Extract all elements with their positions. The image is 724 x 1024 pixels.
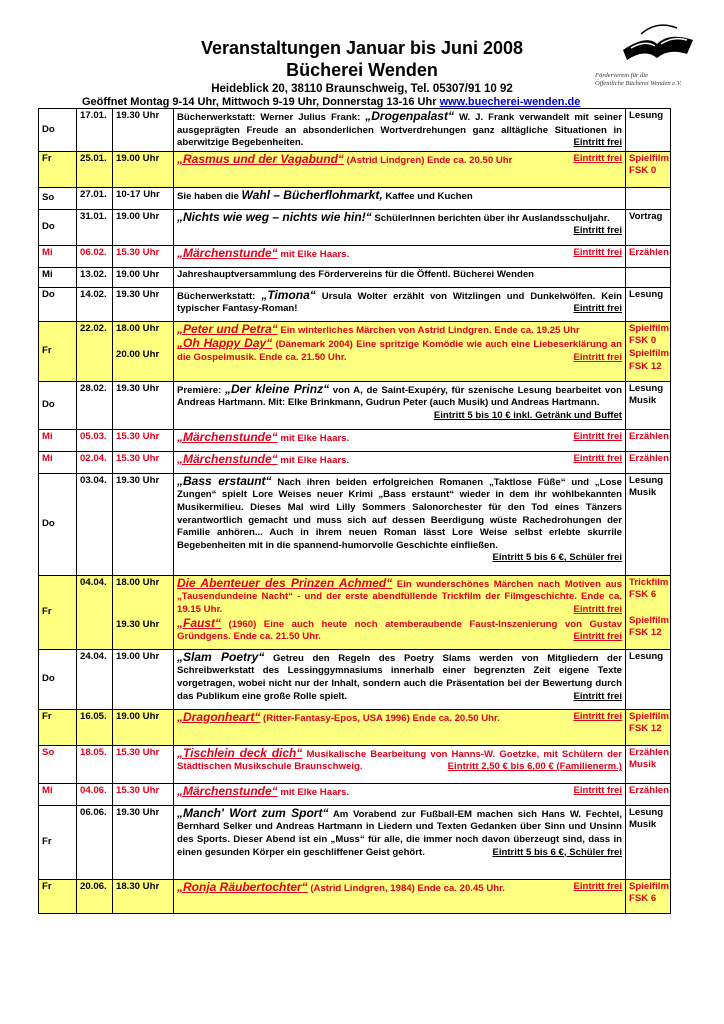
event-date: 31.01. [77,209,113,245]
event-text: (Astrid Lindgren, 1984) Ende ca. 20.45 Uhr. [307,882,505,894]
event-admission: Eintritt frei [573,784,622,796]
event-date: 27.01. [77,187,113,209]
page-subtitle: Bücherei Wenden [286,60,438,80]
event-text: (Ritter-Fantasy-Epos, USA 1996) Ende ca. 20.50 Uhr. [260,712,500,724]
event-title: „Der kleine Prinz“ [224,381,330,396]
event-admission: Eintritt frei [573,631,622,643]
event-time [113,267,174,287]
event-time [113,473,174,575]
event-row [39,245,671,267]
event-admission: Eintritt frei [573,710,622,722]
event-category [626,151,671,187]
event-category [626,381,671,429]
event-row [39,429,671,451]
event-category-line: Trickfilm [629,576,669,588]
event-title: „Manch' Wort zum Sport“ [177,805,329,820]
event-time-value: 19.00 Uhr [116,210,160,222]
event-category-line: Musik [629,819,657,831]
event-title: „Nichts wie weg – nichts wie hin!“ [177,209,372,224]
event-time-value: 19.30 Uhr [116,110,160,121]
event-text: Ursula Wolter erzählt von Witzlingen und Dunkelwölfen. Kein typischer Fantasy-Roman! [177,290,622,315]
event-weekday: Mi [39,783,77,805]
event-category-line: Lesung [629,110,664,121]
website-link[interactable]: www.buecherei-wenden.de [439,96,581,108]
event-admission: Eintritt frei [573,225,622,237]
events-table [38,108,671,914]
event-category-line: Spielfilm [629,880,669,892]
event-time [113,745,174,783]
event-time [113,381,174,429]
event-category-line: Musik [629,395,657,407]
event-category-line: Vortrag [629,210,663,222]
event-row [39,709,671,745]
book-icon [617,20,697,64]
event-text: mit Elke Haars. [277,432,350,444]
event-title: „Dragonheart“ [177,709,261,724]
event-row [39,649,671,709]
event-text: Nach ihren beiden erfolgreichen Romanen „Taktlose Füße“ und „Lose Zungen“ spielt Lore Weises neuer Krimi „Bass erstaunt“ wieder in dem ihr wohlbekannten Musikermilieu. Dieses Mal wird Lilly Sommers Salonorchester für den Tod eines Tänzers verantwortlich gemacht und muss sich auf dessen Beerdigung wüste Rachedrohungen der Familie anhören... Auch in ihrem neuen Roman lässt Lore Weise selbst erlebte skurrile Begebenheiten mit in die spannend-humorvolle Geschichte einfließen. [177,476,622,551]
event-time [113,109,174,152]
event-admission: Eintritt frei [573,690,622,702]
event-description [174,321,626,381]
event-title: „Märchenstunde“ [177,429,278,444]
event-time-value: 15.30 Uhr [116,246,160,258]
address: Heideblick 20, 38110 Braunschweig, Tel. 05307/91 10 92 [211,83,513,95]
event-time [113,209,174,245]
event-time-value: 19.30 Uhr [116,288,160,300]
event-row [39,321,671,381]
event-admission: Eintritt 2,50 € bis 6,00 € (Familienerm.) [447,761,622,773]
event-title: „Faust“ [177,615,222,630]
event-description [174,451,626,473]
event-title: „Oh Happy Day“ [177,336,273,351]
event-category [626,649,671,709]
event-category-line: Lesung [629,474,664,486]
event-time-value: 19.00 Uhr [116,268,160,280]
event-time-value: 19.00 Uhr [116,152,160,164]
event-category [626,879,671,913]
event-category-line [629,602,667,615]
event-time-value: 19.30 Uhr [116,474,160,486]
event-date: 18.05. [77,745,113,783]
event-text: (1960) Eine auch heute noch atemberaubende Faust-Inszenierung von Gustav Gründgens. Ende ca. 21.50 Uhr. [177,618,622,643]
event-admission: Eintritt frei [573,303,622,315]
event-date: 14.02. [77,287,113,321]
event-time [113,575,174,649]
event-description [174,287,626,321]
event-weekday: Mi [39,267,77,287]
event-weekday: Do [39,287,77,321]
event-row [39,287,671,321]
event-weekday: So [39,745,77,783]
event-date: 16.05. [77,709,113,745]
event-category [626,287,671,321]
event-category [626,745,671,783]
event-date: 22.02. [77,321,113,381]
event-admission: Eintritt frei [573,351,622,363]
event-category-line: Lesung [629,650,664,662]
event-description [174,267,626,287]
event-category [626,245,671,267]
event-category-line: Spielfilm [629,322,669,334]
event-time [113,321,174,381]
event-time [113,783,174,805]
event-category-line: Lesung [629,382,664,394]
event-category-line: FSK 12 [629,360,662,372]
event-description [174,187,626,209]
logo: Förderverein für die Öffentliche Bücherei Wenden e.V. [595,20,705,90]
event-time-value: 15.30 Uhr [116,746,160,758]
event-time-value: 19.30 Uhr [116,382,160,394]
event-category [626,575,671,649]
event-date: 13.02. [77,267,113,287]
event-weekday: Do [39,381,77,429]
event-time [113,429,174,451]
event-category-line: FSK 12 [629,627,662,639]
event-weekday: Mi [39,429,77,451]
event-category [626,109,671,152]
event-admission: Eintritt frei [573,430,622,442]
event-time-value: 18.30 Uhr [116,880,160,892]
event-admission: Eintritt frei [573,246,622,258]
event-title: Die Abenteuer des Prinzen Achmed“ [177,575,393,590]
event-weekday: Do [39,649,77,709]
event-time-value: 19.00 Uhr [116,650,160,662]
event-description [174,473,626,575]
event-description [174,429,626,451]
event-row [39,451,671,473]
event-category-line: Spielfilm [629,614,669,626]
event-category-line: Spielfilm [629,710,669,722]
event-category [626,473,671,575]
event-description [174,109,626,152]
event-time [113,451,174,473]
event-intro: Bücherwerkstatt: Werner Julius Frank: [177,112,366,123]
event-category-line: Erzählen [629,784,669,796]
event-weekday: Fr [39,321,77,381]
event-time [113,709,174,745]
event-weekday: Do [39,109,77,152]
event-admission: Eintritt frei [573,452,622,464]
event-row [39,805,671,879]
event-admission: Eintritt frei [573,137,622,149]
event-time [113,649,174,709]
event-date: 28.02. [77,381,113,429]
event-category-line: FSK 6 [629,589,657,601]
event-description [174,783,626,805]
event-description [174,245,626,267]
event-time-value: 10-17 Uhr [116,188,160,200]
event-text: (Astrid Lindgren) Ende ca. 20.50 Uhr [343,154,513,166]
event-category [626,709,671,745]
event-category-line: Erzählen [629,746,669,758]
event-row [39,381,671,429]
event-category [626,209,671,245]
event-category-line: FSK 0 [629,165,657,177]
event-date: 17.01. [77,109,113,152]
event-row [39,575,671,649]
event-category-line: FSK 12 [629,723,662,735]
event-time-value: 15.30 Uhr [116,452,160,464]
event-text: von A, de Saint-Exupéry, für szenische Lesung bearbeitet von Andreas Hartmann. Mit: Elke Brinkmann, Gudrun Peter (auch Musik) und Andreas Hartmann. [177,384,622,409]
event-text: mit Elke Haars. [277,454,350,466]
event-date: 05.03. [77,429,113,451]
event-title: „Märchenstunde“ [177,783,278,798]
event-text: W. J. Frank verwandelt mit seiner ausgeprägten Freude an absonderlichen Wortverdrehungen ganz alltägliche Situationen in aberwitzige Begebenheiten. [177,112,622,149]
event-row [39,783,671,805]
event-text: mit Elke Haars. [277,248,350,260]
event-text: Ein winterliches Märchen von Astrid Lindgren. Ende ca. 19.25 Uhr [277,324,580,336]
event-category-line: Lesung [629,288,664,300]
event-row [39,109,671,152]
event-category-line: Musik [629,487,657,499]
event-title: „Bass erstaunt“ [177,473,272,488]
event-text: Getreu den Regeln des Poetry Slams werden von Mitgliedern der Schreibwerkstatt des Lessinggymnasiums innerhalb einer begrenzten Zeit eigene Texte vorgetragen, wobei nicht nur der Inhalt, sondern auch die Präsentation bei der Bewertung durch das Publikum eine große Rolle spielt. [177,652,622,702]
event-time-value-2: 20.00 Uhr [116,349,160,361]
event-time [113,245,174,267]
event-time-value: 15.30 Uhr [116,430,160,442]
event-title: „Slam Poetry“ [177,649,265,664]
event-title: Wahl – Bücherflohmarkt, [241,187,383,202]
event-time-value: 19.00 Uhr [116,710,160,722]
event-text: Kaffee und Kuchen [382,190,473,202]
event-weekday: Fr [39,575,77,649]
event-weekday: So [39,187,77,209]
event-description [174,879,626,913]
event-title: „Märchenstunde“ [177,451,278,466]
event-title: „Ronja Räubertochter“ [177,879,308,894]
event-description [174,151,626,187]
event-row [39,879,671,913]
event-time [113,151,174,187]
event-category [626,187,671,209]
event-row [39,209,671,245]
event-date: 04.06. [77,783,113,805]
event-category [626,451,671,473]
event-admission: Eintritt 5 bis 10 € inkl. Getränk und Buffet [433,409,622,421]
event-admission: Eintritt frei [573,880,622,892]
event-category-line [629,189,667,202]
event-text: Ein wunderschönes Märchen nach Motiven aus „Tausendundeine Nacht“ - und der erste abendfüllende Trickfilm der Filmgeschichte. Ende ca. 19.15 Uhr. [177,578,622,615]
event-category [626,267,671,287]
event-weekday: Do [39,209,77,245]
event-description [174,649,626,709]
event-admission: Eintritt 5 bis 6 €, Schüler frei [492,552,622,564]
event-category-line: FSK 0 [629,335,657,347]
event-weekday: Fr [39,879,77,913]
event-weekday: Fr [39,709,77,745]
event-title: „Märchenstunde“ [177,245,278,260]
event-text: mit Elke Haars. [277,786,350,798]
event-title: „Tischlein deck dich“ [177,745,303,760]
event-row [39,745,671,783]
event-weekday: Do [39,473,77,575]
opening-hours: Geöffnet Montag 9-14 Uhr, Mittwoch 9-19 Uhr, Donnerstag 13-16 Uhr www.buecherei-wenden.de [82,96,581,108]
event-time-value-2: 19.30 Uhr [116,619,160,631]
event-row [39,473,671,575]
event-date: 06.06. [77,805,113,879]
event-date: 20.06. [77,879,113,913]
event-time [113,187,174,209]
event-date: 02.04. [77,451,113,473]
event-intro: Sie haben die [177,190,242,202]
event-title: „Rasmus und der Vagabund“ [177,151,344,166]
event-category [626,321,671,381]
event-date: 25.01. [77,151,113,187]
event-category-line: Erzählen [629,430,669,442]
event-time-value: 18.00 Uhr [116,576,160,588]
event-description [174,209,626,245]
event-time-value: 18.00 Uhr [116,322,160,334]
event-time [113,879,174,913]
event-description [174,575,626,649]
event-weekday: Mi [39,245,77,267]
event-time-value: 15.30 Uhr [116,784,160,796]
event-row [39,267,671,287]
event-category [626,783,671,805]
event-admission: Eintritt frei [573,603,622,615]
event-description [174,805,626,879]
event-description [174,709,626,745]
event-description [174,745,626,783]
event-intro: Première: [177,384,225,396]
event-weekday: Mi [39,451,77,473]
event-category-line: Spielfilm [629,347,669,359]
event-time [113,805,174,879]
event-category-line: Spielfilm [629,152,669,164]
event-time [113,287,174,321]
event-title: „Peter und Petra“ [177,321,278,336]
event-admission: Eintritt frei [573,152,622,164]
page-title: Veranstaltungen Januar bis Juni 2008 [200,38,524,58]
event-weekday: Fr [39,805,77,879]
event-category-line: Erzählen [629,246,669,258]
event-text: Am Vorabend zur Fußball-EM machen sich Hans W. Fechtel, Bernhard Selker und Andreas Hartmann in Liedern und Texten Gedanken über Sinn und Unsinn des Sports. Dieser Abend ist ein „Muss“ für alle, die immer noch davon überzeugt sind, dass in einen gesunden Körper ein geschliffener Geist gehört. [177,808,622,858]
event-intro: Jahreshauptversammlung des Fördervereins für die Öffentl. Bücherei Wenden [177,268,535,280]
event-intro: Bücherwerkstatt: [177,290,262,302]
event-text: Musikalische Bearbeitung von Hanns-W. Goetzke, mit Schülern der Städtischen Musikschule Braunschweig. [177,748,622,773]
event-category-line: FSK 6 [629,893,657,905]
event-category-line: Lesung [629,806,664,818]
event-row [39,151,671,187]
event-row [39,187,671,209]
event-category-line: Erzählen [629,452,669,464]
event-admission: Eintritt 5 bis 6 €, Schüler frei [492,846,622,858]
event-date: 03.04. [77,473,113,575]
event-title: „Drogenpalast“ [365,109,454,123]
event-category [626,805,671,879]
event-text: (Dänemark 2004) Eine spritzige Komödie wie auch eine Liebeserklärung an die Gospelmusik. Ende ca. 21.50 Uhr. [177,339,622,363]
event-title: „Timona“ [261,287,316,302]
event-date: 24.04. [77,649,113,709]
event-date: 06.02. [77,245,113,267]
event-time-value: 19.30 Uhr [116,806,160,818]
event-weekday: Fr [39,151,77,187]
event-description [174,381,626,429]
event-text: SchülerInnen berichten über ihr Auslandsschuljahr. [371,212,610,224]
event-category [626,429,671,451]
event-category-line: Musik [629,759,657,771]
event-category-line [629,269,667,282]
event-date: 04.04. [77,575,113,649]
